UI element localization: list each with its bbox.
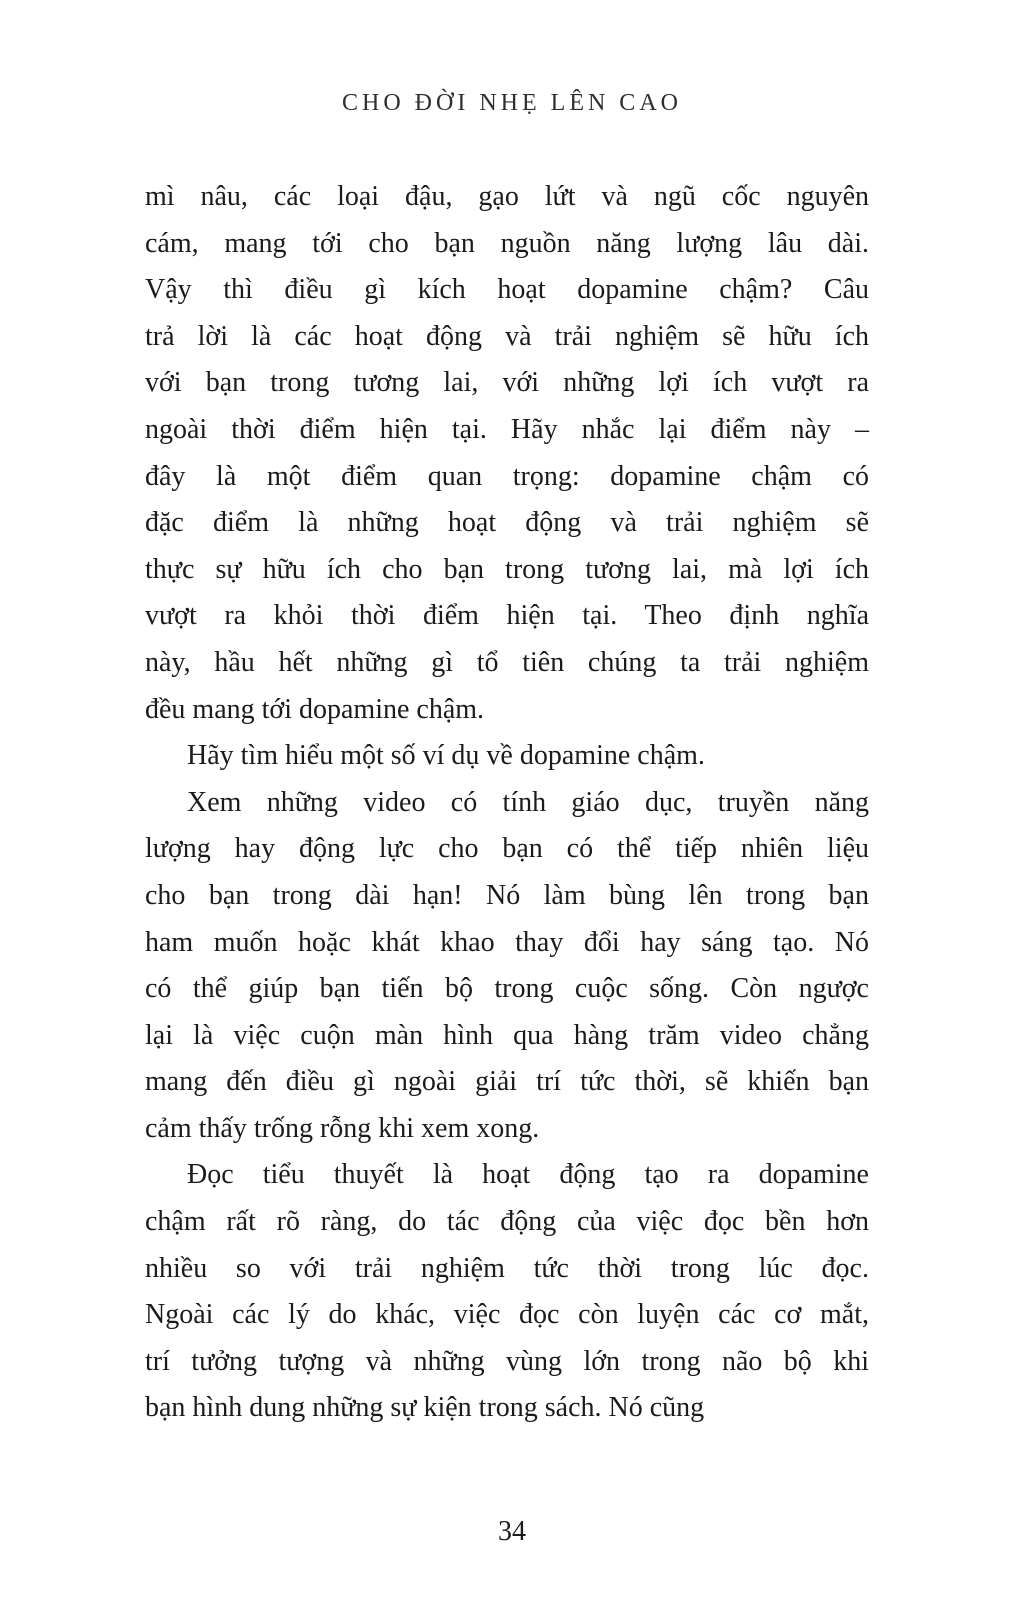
- text-line: lượng hay động lực cho bạn có thể tiếp nhiên liệu: [145, 833, 869, 865]
- text-line: cám, mang tới cho bạn nguồn năng lượng lâu dài.: [145, 227, 869, 259]
- text-line: trả lời là các hoạt động và trải nghiệm sẽ hữu ích: [145, 320, 869, 352]
- text-line: ham muốn hoặc khát khao thay đổi hay sáng tạo. Nó: [145, 926, 869, 958]
- paragraph: [145, 1152, 869, 1432]
- text-line: vượt ra khỏi thời điểm hiện tại. Theo định nghĩa: [145, 600, 869, 632]
- text-line: chậm rất rõ ràng, do tác động của việc đọc bền hơn: [145, 1206, 869, 1238]
- text-line: Xem những video có tính giáo dục, truyền năng: [187, 786, 869, 818]
- text-line: Vậy thì điều gì kích hoạt dopamine chậm? Câu: [145, 274, 869, 306]
- text-line: đặc điểm là những hoạt động và trải nghiệm sẽ: [145, 507, 869, 539]
- text-line: Ngoài các lý do khác, việc đọc còn luyện các cơ mắt,: [145, 1299, 869, 1331]
- paragraph: [145, 780, 869, 1153]
- paragraph: [145, 733, 869, 780]
- text-line: bạn hình dung những sự kiện trong sách. Nó cũng: [145, 1392, 705, 1424]
- text-line: với bạn trong tương lai, với những lợi ích vượt ra: [145, 367, 869, 399]
- text-line: thực sự hữu ích cho bạn trong tương lai, mà lợi ích: [145, 553, 869, 585]
- text-line: mang đến điều gì ngoài giải trí tức thời, sẽ khiến bạn: [145, 1066, 869, 1098]
- body-text: [145, 174, 869, 1432]
- text-line: cảm thấy trống rỗng khi xem xong.: [145, 1112, 540, 1144]
- text-line: trí tưởng tượng và những vùng lớn trong não bộ khi: [145, 1345, 869, 1377]
- text-line: Hãy tìm hiểu một số ví dụ về dopamine chậm.: [187, 740, 705, 772]
- text-line: nhiều so với trải nghiệm tức thời trong lúc đọc.: [145, 1252, 869, 1284]
- text-line: này, hầu hết những gì tổ tiên chúng ta trải nghiệm: [145, 646, 869, 678]
- text-line: Đọc tiểu thuyết là hoạt động tạo ra dopamine: [187, 1159, 869, 1191]
- text-line: có thể giúp bạn tiến bộ trong cuộc sống. Còn ngược: [145, 973, 869, 1005]
- text-line: ngoài thời điểm hiện tại. Hãy nhắc lại điểm này –: [145, 413, 869, 445]
- text-line: mì nâu, các loại đậu, gạo lứt và ngũ cốc nguyên: [145, 181, 869, 212]
- paragraph: [145, 174, 869, 733]
- text-line: cho bạn trong dài hạn! Nó làm bùng lên trong bạn: [145, 879, 869, 911]
- text-line: lại là việc cuộn màn hình qua hàng trăm video chẳng: [145, 1019, 869, 1051]
- text-line: đều mang tới dopamine chậm.: [145, 693, 485, 725]
- text-line: đây là một điểm quan trọng: dopamine chậm có: [145, 460, 869, 492]
- page-number: 34: [498, 1516, 526, 1547]
- running-header: CHO ĐỜI NHẸ LÊN CAO: [342, 90, 682, 116]
